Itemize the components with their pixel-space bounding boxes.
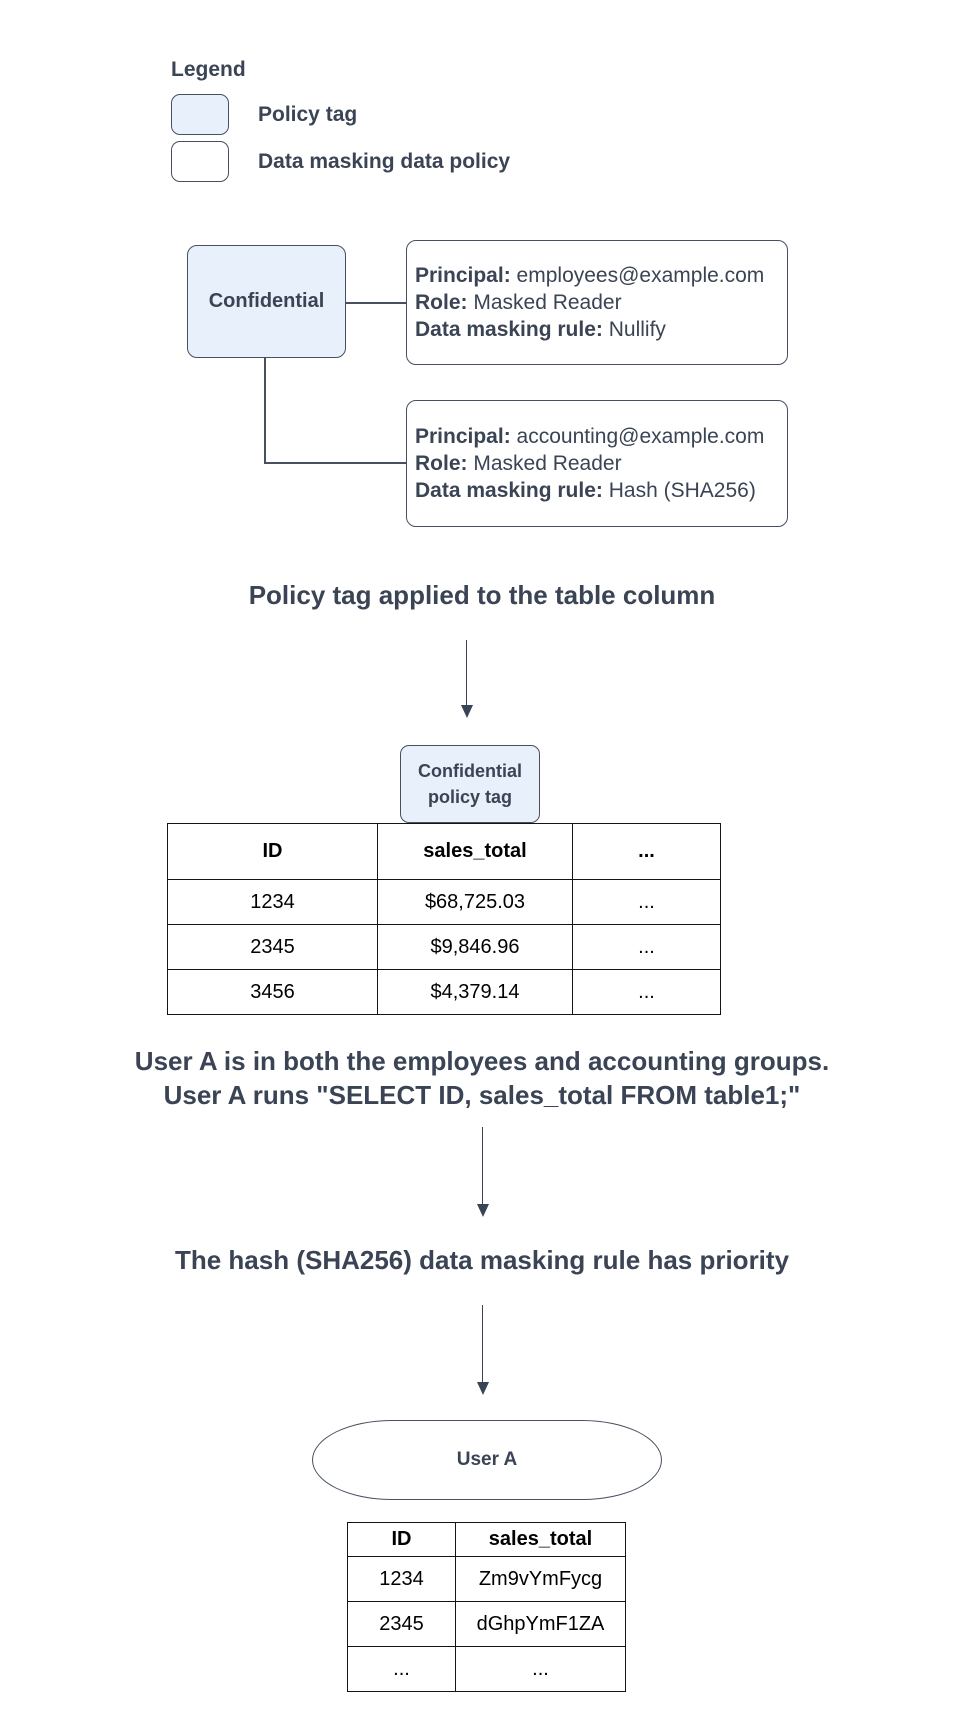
- confidential-policy-tag-node: Confidential: [187, 245, 346, 358]
- table-header-row: [348, 1523, 626, 1557]
- policy-field-label: Principal:: [415, 425, 511, 448]
- policy-principal-line: [415, 423, 779, 450]
- source-table: [167, 823, 721, 1015]
- policy-tag-swatch: [171, 94, 229, 135]
- column-header-ellipsis: ...: [573, 824, 721, 880]
- heading-user-groups: [0, 1044, 964, 1112]
- heading-policy-tag-applied: Policy tag applied to the table column: [248, 580, 716, 610]
- legend-item-label: Data masking data policy: [258, 149, 511, 173]
- policy-field-label: Role:: [415, 291, 468, 314]
- table-cell: ...: [573, 880, 721, 925]
- legend: [171, 58, 510, 188]
- heading-user-groups-line1: User A is in both the employees and accounting groups.: [134, 1046, 830, 1076]
- policy-role-line: [415, 289, 779, 316]
- connector-tag-down: [264, 358, 266, 463]
- column-header-id: ID: [168, 824, 378, 880]
- policy-field-label: Data masking rule:: [415, 479, 603, 502]
- legend-item-label: Policy tag: [258, 102, 358, 126]
- table-cell: 2345: [348, 1602, 456, 1647]
- connector-tag-to-policy2: [264, 462, 406, 464]
- table-cell: ...: [456, 1647, 626, 1692]
- policy-rule-line: [415, 316, 779, 343]
- connector-tag-to-policy1: [346, 302, 406, 304]
- policy-field-value: employees@example.com: [516, 264, 765, 287]
- column-header-id: ID: [348, 1523, 456, 1557]
- policy-field-value: Masked Reader: [473, 291, 622, 314]
- result-table: [347, 1522, 626, 1692]
- column-header-sales-total: sales_total: [456, 1523, 626, 1557]
- table-row: [168, 970, 721, 1015]
- data-policy-node-employees: [406, 240, 788, 365]
- data-policy-node-accounting: [406, 400, 788, 527]
- arrow-down-icon: [476, 1127, 489, 1217]
- tag-line1: Confidential: [418, 761, 522, 781]
- table-cell: $9,846.96: [378, 925, 573, 970]
- policy-field-label: Principal:: [415, 264, 511, 287]
- table-row: [168, 925, 721, 970]
- table-cell: 1234: [348, 1557, 456, 1602]
- policy-field-label: Role:: [415, 452, 468, 475]
- table-cell: 3456: [168, 970, 378, 1015]
- policy-field-label: Data masking rule:: [415, 318, 603, 341]
- table-cell: Zm9vYmFycg: [456, 1557, 626, 1602]
- table-cell: $68,725.03: [378, 880, 573, 925]
- table-header-row: [168, 824, 721, 880]
- arrow-down-icon: [460, 640, 473, 718]
- column-header-sales-total: sales_total: [378, 824, 573, 880]
- table-row: [348, 1557, 626, 1602]
- table-row: [348, 1602, 626, 1647]
- confidential-policy-tag-badge: [400, 745, 540, 823]
- policy-field-value: Hash (SHA256): [608, 479, 756, 502]
- heading-hash-priority: The hash (SHA256) data masking rule has priority: [174, 1245, 790, 1275]
- table-cell: ...: [348, 1647, 456, 1692]
- table-row: [348, 1647, 626, 1692]
- heading-user-groups-line2: User A runs "SELECT ID, sales_total FROM table1;": [163, 1080, 801, 1110]
- policy-field-value: Masked Reader: [473, 452, 622, 475]
- table-cell: 2345: [168, 925, 378, 970]
- table-cell: dGhpYmF1ZA: [456, 1602, 626, 1647]
- table-cell: $4,379.14: [378, 970, 573, 1015]
- policy-principal-line: [415, 262, 779, 289]
- legend-item-data-policy: [171, 141, 510, 182]
- policy-field-value: Nullify: [608, 318, 666, 341]
- policy-field-value: accounting@example.com: [516, 425, 765, 448]
- table-cell: ...: [573, 970, 721, 1015]
- policy-role-line: [415, 450, 779, 477]
- table-row: [168, 880, 721, 925]
- user-a-node: User A: [312, 1420, 662, 1500]
- legend-title: Legend: [171, 58, 246, 81]
- legend-item-policy-tag: [171, 94, 510, 135]
- data-masking-policy-swatch: [171, 141, 229, 182]
- policy-rule-line: [415, 477, 779, 504]
- table-cell: ...: [573, 925, 721, 970]
- tag-line2: policy tag: [427, 787, 512, 807]
- table-cell: 1234: [168, 880, 378, 925]
- arrow-down-icon: [476, 1305, 489, 1395]
